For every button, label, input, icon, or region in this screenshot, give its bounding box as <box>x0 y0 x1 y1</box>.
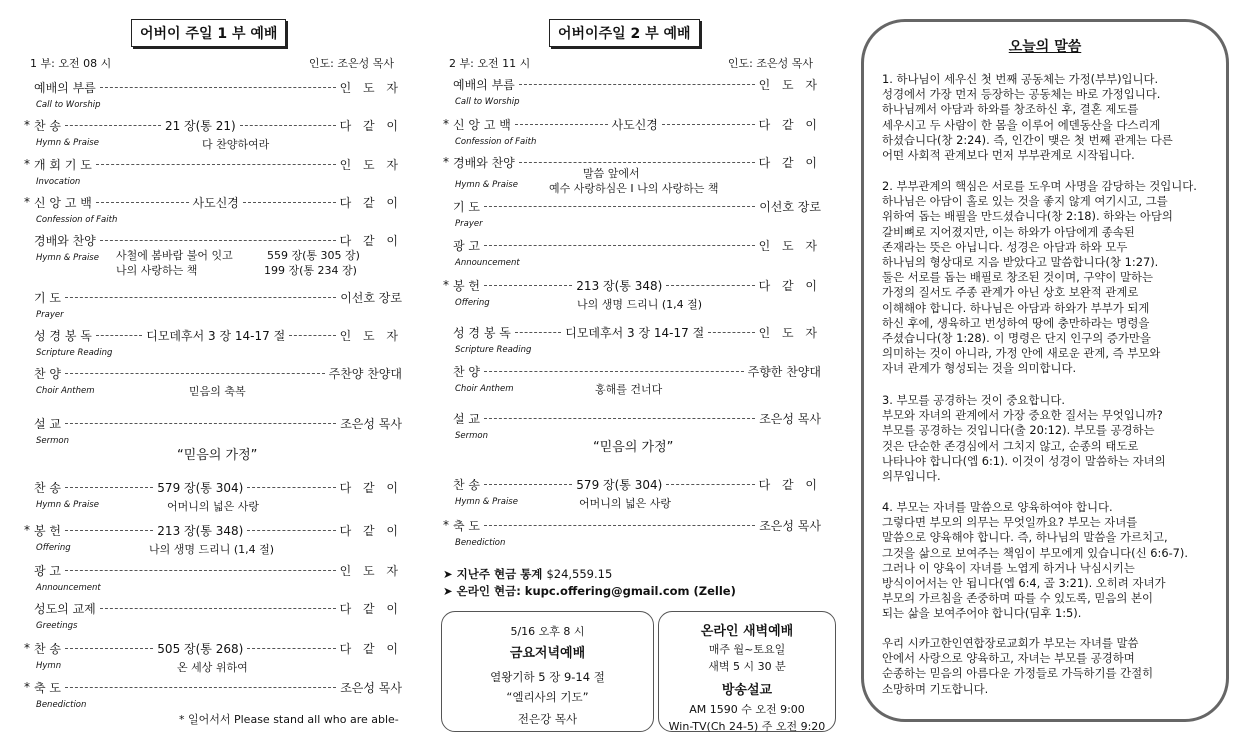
order-item-name: 광 고 <box>453 238 480 253</box>
order-item-detail: 579 장(통 304) <box>157 480 244 495</box>
service2-order-item <box>443 276 821 316</box>
dashed-leader <box>65 373 325 374</box>
dashed-leader <box>484 206 755 207</box>
word-line: 둘은 서로를 돕는 배필로 창조된 것이며, 구약이 말하는 <box>882 270 1154 285</box>
order-item-subtitle: “믿음의 가정” <box>593 440 674 455</box>
dashed-leader <box>484 371 744 372</box>
order-item-leader: 다 같 이 <box>339 641 402 656</box>
dashed-leader <box>247 648 335 649</box>
order-item-detail: 사도신경 <box>611 117 658 132</box>
word-line: 하신 후에, 생육하고 번성하여 땅에 충만하라는 명령을 <box>882 315 1150 330</box>
order-item-leader: 인 도 자 <box>758 238 821 253</box>
order-item-english: Scripture Reading <box>36 348 113 358</box>
word-line: 자녀 관계가 형성되는 것을 의미합니다. <box>882 361 1077 376</box>
dashed-leader <box>519 84 755 85</box>
order-item-english: Invocation <box>36 177 81 187</box>
order-item-english: Scripture Reading <box>455 345 532 355</box>
evening-text: 열왕기하 5 장 9-14 절 <box>490 670 605 684</box>
service1-order-line <box>24 155 402 173</box>
service1-order-line <box>24 364 402 382</box>
word-line: 우리 시카고한인연합장로교회가 부모는 자녀를 말씀 <box>882 636 1139 650</box>
service2-order-line <box>443 516 821 534</box>
word-line: 그러나 이 양육이 자녀를 노엽게 하거나 낙심시키는 <box>882 560 1135 575</box>
dashed-leader <box>662 124 755 125</box>
order-item-name: 경배와 찬양 <box>34 233 96 248</box>
order-item-subtitle: 어머니의 넓은 사랑 <box>579 497 672 510</box>
word-line: 하나님께서 아담과 하와를 창조하신 후, 결혼 제도를 <box>882 102 1139 117</box>
word-line: 이해해야 합니다. 하나님은 아담과 하와가 부부가 되게 <box>882 300 1150 315</box>
service2-order-line <box>443 115 821 133</box>
service1-column <box>24 0 402 740</box>
order-item-subtitle: 예수 사랑하심은 I 나의 사랑하는 책 <box>549 182 719 195</box>
friday-evening-card <box>441 611 654 732</box>
word-line: 되는 삶을 보여주어야 합니다(딤후 1:5). <box>882 606 1082 621</box>
order-item-detail: 213 장(통 348) <box>157 523 244 538</box>
order-item-subtitle: 사철에 봄바람 불어 잇고 <box>116 249 233 262</box>
word-line: 성경에서 가장 먼저 등장하는 공동체는 바로 가정입니다. <box>882 87 1161 102</box>
word-line: 존재라는 뜻은 아닙니다. 성경은 아담과 하와 모두 <box>882 239 1128 254</box>
order-item-english: Offering <box>455 298 490 308</box>
evening-title: 금요저녁예배 <box>509 646 586 661</box>
word-line: 안에서 사랑으로 양육하고, 자녀는 부모를 공경하며 <box>882 651 1135 666</box>
stand-marker: * <box>443 518 449 532</box>
dashed-leader <box>515 124 608 125</box>
stand-marker: * <box>24 523 30 537</box>
order-item-name: 찬 송 <box>34 641 61 656</box>
service1-order-line <box>24 561 402 579</box>
order-item-english: Choir Anthem <box>36 386 95 396</box>
service2-time: 2 부: 오전 11 시 <box>449 57 531 70</box>
order-item-english: Hymn & Praise <box>455 180 518 190</box>
order-item-detail: 디모데후서 3 장 14-17 절 <box>565 325 705 340</box>
order-item-subtitle: 다 찬양하여라 <box>202 138 270 151</box>
order-item-leader: 다 같 이 <box>758 117 821 132</box>
dashed-leader <box>65 423 336 424</box>
order-item-english: Hymn & Praise <box>36 253 99 263</box>
order-item-leader: 다 같 이 <box>758 477 821 492</box>
order-item-english: Benediction <box>36 700 87 710</box>
word-paragraph-2 <box>882 179 1210 377</box>
service1-order-item <box>24 599 402 639</box>
online-offering: ➤ 온라인 현금: kupc.offering@gmail.com (Zelle) <box>443 584 736 598</box>
order-item-name: 예배의 부름 <box>453 77 515 92</box>
order-item-leader: 조은성 목사 <box>759 411 821 426</box>
order-item-name: 개 회 기 도 <box>34 157 92 172</box>
order-item-english: Confession of Faith <box>36 215 118 225</box>
word-line: 소망하며 기도합니다. <box>882 681 989 696</box>
service1-order-item <box>24 288 402 328</box>
service2-order-item <box>443 197 821 237</box>
order-item-name: 기 도 <box>34 290 61 305</box>
order-item-subtitle: 말씀 앞에서 <box>583 167 640 180</box>
broadcast-title: 방송설교 <box>721 683 773 698</box>
dashed-leader <box>247 530 335 531</box>
word-line: 것은 단순한 존경심에서 그치지 않고, 순종의 태도로 <box>882 438 1139 453</box>
word-paragraph-5 <box>882 636 1210 697</box>
word-line: 1. 하나님이 세우신 첫 번째 공동체는 가정(부부)입니다. <box>882 72 1159 86</box>
dashed-leader <box>708 332 754 333</box>
order-item-english: Choir Anthem <box>455 384 514 394</box>
evening-sermon: “엘리사의 기도” <box>506 690 589 704</box>
online-dawn-card <box>658 611 836 732</box>
order-item-leader: 인 도 자 <box>339 328 403 343</box>
order-item-subtitle: 나의 생명 드리니 (1,4 절) <box>149 543 275 556</box>
service2-order-item <box>443 236 821 276</box>
order-item-subtitle: “믿음의 가정” <box>177 448 258 463</box>
dashed-leader <box>65 297 336 298</box>
order-item-leader: 다 같 이 <box>339 118 402 133</box>
order-item-subtitle: 온 세상 위하여 <box>177 661 248 674</box>
order-item-english: Prayer <box>36 310 64 320</box>
order-item-english: Announcement <box>455 258 520 268</box>
service1-order-line <box>24 78 402 96</box>
stand-marker: * <box>24 641 30 655</box>
dashed-leader <box>65 487 153 488</box>
service1-order-line <box>24 599 402 617</box>
dashed-leader <box>100 87 336 88</box>
order-item-leader: 다 같 이 <box>758 155 821 170</box>
service1-order-item <box>24 231 402 277</box>
service2-order-item <box>443 75 821 115</box>
order-item-subtitle: 나의 생명 드리니 (1,4 절) <box>577 298 703 311</box>
service1-order-line <box>24 116 402 134</box>
service1-time: 1 부: 오전 08 시 <box>30 57 112 70</box>
todays-word-panel <box>861 19 1229 722</box>
stand-marker: * <box>24 118 30 132</box>
order-item-english: Sermon <box>455 431 488 441</box>
order-item-english: Benediction <box>455 538 506 548</box>
service1-order-item <box>24 414 402 463</box>
service1-order-item <box>24 78 402 118</box>
word-line: 2. 부부관계의 핵심은 서로를 도우며 사명을 감당하는 것입니다. <box>882 179 1197 193</box>
order-item-detail: 213 장(통 348) <box>576 278 663 293</box>
order-item-leader: 인 도 자 <box>758 325 822 340</box>
service1-order-item <box>24 155 402 195</box>
order-item-english: Confession of Faith <box>455 137 537 147</box>
order-item-name: 설 교 <box>34 416 61 431</box>
order-item-name: 찬 송 <box>34 480 61 495</box>
order-item-subtitle: 나의 사랑하는 책 <box>116 264 198 277</box>
order-item-leader: 조은성 목사 <box>759 518 821 533</box>
word-line: 나타나야 합니다(엡 6:1). 이것이 성경이 말씀하는 자녀의 <box>882 453 1166 468</box>
word-line: 갈비뼈로 지어졌지만, 이는 하와가 아담에게 종속된 <box>882 224 1135 239</box>
service2-order-item <box>443 516 821 556</box>
order-item-name: 성 경 봉 독 <box>453 325 511 340</box>
service1-order-item <box>24 561 402 601</box>
order-item-english: Greetings <box>36 621 78 631</box>
order-item-name: 축 도 <box>453 518 480 533</box>
order-item-leader: 인 도 자 <box>758 77 821 92</box>
service1-title: 어버이 주일 1 부 예배 <box>131 19 286 47</box>
service1-order-line <box>24 288 402 306</box>
word-line: 어떤 사회적 관계보다 먼저 부부관계로 시작됩니다. <box>882 148 1135 163</box>
order-item-detail: 505 장(통 268) <box>157 641 244 656</box>
order-item-english: Hymn <box>36 661 62 671</box>
service2-order-item <box>443 323 821 363</box>
order-item-english: Call to Worship <box>36 100 101 110</box>
word-line: 순종하는 믿음의 아름다운 가정들로 가득하기를 간절히 <box>882 666 1154 681</box>
order-item-english: Hymn & Praise <box>36 500 99 510</box>
order-item-name: 봉 헌 <box>453 278 480 293</box>
word-line: 4. 부모는 자녀를 말씀으로 양육하여야 합니다. <box>882 500 1113 514</box>
word-line: 부모의 가르침을 존중하며 따를 수 있도록, 믿음의 본이 <box>882 591 1154 606</box>
offering-stats-label: ➤ 지난주 현금 통계 <box>443 567 543 581</box>
dashed-leader <box>96 164 336 165</box>
service2-order-line <box>443 475 821 493</box>
word-line: 3. 부모를 공경하는 것이 중요합니다. <box>882 393 1066 407</box>
service2-order-item <box>443 362 821 402</box>
stand-marker: * <box>24 195 30 209</box>
service1-order-item <box>24 116 402 156</box>
order-item-name: 예배의 부름 <box>34 80 96 95</box>
order-item-english: Hymn & Praise <box>455 497 518 507</box>
service1-order-line <box>24 639 402 657</box>
word-line: 주셨습니다(창 1:28). 이 명령은 단지 인구의 증가만을 <box>882 331 1151 346</box>
order-item-name: 신 앙 고 백 <box>34 195 92 210</box>
stand-marker: * <box>443 117 449 131</box>
order-item-subtitle: 어머니의 넓은 사랑 <box>167 500 260 513</box>
order-item-detail: 21 장(통 21) <box>164 118 236 133</box>
offering-stats <box>443 566 612 582</box>
word-paragraph-3 <box>882 393 1210 484</box>
dashed-leader <box>65 530 153 531</box>
dashed-leader <box>65 648 153 649</box>
word-line: 부모와 자녀의 관계에서 가장 중요한 질서는 무엇입니까? <box>882 408 1163 423</box>
order-item-name: 봉 헌 <box>34 523 61 538</box>
service2-order-item <box>443 115 821 155</box>
order-item-name: 성도의 교제 <box>34 601 96 616</box>
dashed-leader <box>96 335 142 336</box>
dashed-leader <box>289 335 335 336</box>
evening-preacher: 전은강 목사 <box>517 712 578 726</box>
service2-order-item <box>443 409 821 455</box>
word-line: 방식이어서는 안 됩니다(엡 6:4, 골 3:21). 오히려 자녀가 <box>882 576 1166 591</box>
order-item-detail: 사도신경 <box>192 195 239 210</box>
order-item-english: Prayer <box>455 219 483 229</box>
order-item-name: 찬 송 <box>34 118 61 133</box>
order-item-leader: 인 도 자 <box>339 80 402 95</box>
order-item-leader: 주향한 찬양대 <box>747 364 821 379</box>
order-item-name: 신 앙 고 백 <box>453 117 511 132</box>
word-line: 말씀으로 양육해야 합니다. 즉, 하나님의 말씀을 가르치고, <box>882 530 1168 545</box>
order-item-english: Call to Worship <box>455 97 520 107</box>
dashed-leader <box>484 484 572 485</box>
dashed-leader <box>484 418 755 419</box>
order-item-leader: 인 도 자 <box>339 563 402 578</box>
dashed-leader <box>666 484 754 485</box>
service1-order-item <box>24 521 402 561</box>
service2-title: 어버이주일 2 부 예배 <box>549 19 700 47</box>
todays-word-title: 오늘의 말씀 <box>1008 39 1082 55</box>
stand-marker: * <box>443 278 449 292</box>
order-item-leader: 조은성 목사 <box>340 680 402 695</box>
order-item-leader: 주찬양 찬양대 <box>328 366 402 381</box>
service2-order-item <box>443 153 821 193</box>
dashed-leader <box>100 608 336 609</box>
broadcast-tv: Win-TV(Ch 24-5) 주 오전 9:20 <box>668 720 826 733</box>
order-item-english: Hymn & Praise <box>36 138 99 148</box>
order-item-subtitle: 홍해를 건너다 <box>595 383 663 396</box>
dawn-title: 온라인 새벽예배 <box>700 624 794 639</box>
word-line: 의무입니다. <box>882 469 941 484</box>
word-line: 하나님의 형상대로 지음 받았다고 말씀합니다(창 1:27). <box>882 255 1159 270</box>
dashed-leader <box>100 240 336 241</box>
word-paragraph-1 <box>882 72 1210 163</box>
order-item-leader: 이선호 장로 <box>340 290 402 305</box>
service1-order-item <box>24 364 402 404</box>
order-item-subtitle: 199 장(통 234 장) <box>264 264 357 277</box>
service1-order-item <box>24 478 402 518</box>
service1-order-line <box>24 521 402 539</box>
word-line: 세우시고 두 사람이 한 몸을 이루어 에덴동산을 다스리게 <box>882 117 1161 132</box>
word-line: 하나님은 아담이 홀로 있는 것을 좋지 않게 여기시고, 그를 <box>882 194 1168 209</box>
word-line: 의미하는 것이 아니라, 가정 안에 새로운 관계, 즉 부모와 <box>882 346 1161 361</box>
dashed-leader <box>247 487 335 488</box>
evening-date: 5/16 오후 8 시 <box>510 625 585 638</box>
dashed-leader <box>243 202 336 203</box>
order-item-name: 찬 양 <box>34 366 61 381</box>
order-item-leader: 다 같 이 <box>339 601 402 616</box>
order-item-name: 설 교 <box>453 411 480 426</box>
order-item-name: 경배와 찬양 <box>453 155 515 170</box>
service1-order-item <box>24 639 402 679</box>
order-item-detail: 579 장(통 304) <box>576 477 663 492</box>
order-item-english: Announcement <box>36 583 101 593</box>
service2-order-line <box>443 236 821 254</box>
service2-order-item <box>443 475 821 515</box>
dashed-leader <box>65 687 336 688</box>
order-item-subtitle: 559 장(통 305 장) <box>267 249 360 262</box>
service2-order-line <box>443 362 821 380</box>
order-item-name: 축 도 <box>34 680 61 695</box>
service2-order-line <box>443 197 821 215</box>
dashed-leader <box>666 285 754 286</box>
dashed-leader <box>484 525 755 526</box>
order-item-leader: 다 같 이 <box>758 278 821 293</box>
stand-marker: * <box>443 155 449 169</box>
word-line: 가정의 질서도 주종 관계가 아닌 상호 보완적 관계로 <box>882 285 1139 300</box>
dawn-time: 새벽 5 시 30 분 <box>708 660 786 673</box>
word-line: 그렇다면 부모의 의무는 무엇일까요? 부모는 자녀를 <box>882 515 1138 530</box>
stand-note: * 일어서서 Please stand all who are able- <box>179 713 399 726</box>
order-item-leader: 다 같 이 <box>339 195 402 210</box>
order-item-detail: 디모데후서 3 장 14-17 절 <box>146 328 286 343</box>
service1-order-line <box>24 326 402 344</box>
dawn-days: 매주 월~토요일 <box>708 643 786 656</box>
order-item-leader: 다 같 이 <box>339 480 402 495</box>
order-item-leader: 다 같 이 <box>339 523 402 538</box>
dashed-leader <box>519 162 755 163</box>
stand-marker: * <box>24 157 30 171</box>
dashed-leader <box>484 285 572 286</box>
service2-leader: 인도: 조은성 목사 <box>727 57 813 70</box>
service1-order-line <box>24 193 402 211</box>
word-line: 부모를 공경하는 것입니다(출 20:12). 부모를 공경하는 <box>882 423 1155 438</box>
order-item-english: Offering <box>36 543 71 553</box>
dashed-leader <box>515 332 561 333</box>
service1-order-line <box>24 678 402 696</box>
dashed-leader <box>96 202 189 203</box>
order-item-leader: 인 도 자 <box>339 157 402 172</box>
order-item-name: 찬 양 <box>453 364 480 379</box>
broadcast-am: AM 1590 수 오전 9:00 <box>689 703 805 716</box>
order-item-name: 성 경 봉 독 <box>34 328 92 343</box>
service1-leader: 인도: 조은성 목사 <box>308 57 394 70</box>
order-item-name: 기 도 <box>453 199 480 214</box>
service2-order-line <box>443 75 821 93</box>
dashed-leader <box>484 245 755 246</box>
dashed-leader <box>65 570 336 571</box>
service2-order-line <box>443 409 821 427</box>
service1-order-line <box>24 478 402 496</box>
dashed-leader <box>65 125 161 126</box>
offering-stats-value: $24,559.15 <box>546 567 613 581</box>
service1-order-item <box>24 193 402 233</box>
order-item-name: 광 고 <box>34 563 61 578</box>
service2-order-line <box>443 323 821 341</box>
word-line: 위하여 돕는 배필을 만드셨습니다(창 2:18). 하와는 아담의 <box>882 209 1173 224</box>
service1-order-line <box>24 414 402 432</box>
order-item-leader: 이선호 장로 <box>759 199 821 214</box>
order-item-leader: 조은성 목사 <box>340 416 402 431</box>
order-item-english: Sermon <box>36 436 69 446</box>
order-item-name: 찬 송 <box>453 477 480 492</box>
dashed-leader <box>240 125 336 126</box>
order-item-leader: 다 같 이 <box>339 233 402 248</box>
stand-marker: * <box>24 680 30 694</box>
service1-order-item <box>24 326 402 366</box>
word-paragraph-4 <box>882 500 1210 622</box>
word-line: 그것을 삶으로 보여주는 책임이 부모에게 있습니다(신 6:6-7). <box>882 545 1188 560</box>
service2-order-line <box>443 276 821 294</box>
order-item-subtitle: 믿음의 축복 <box>189 385 246 398</box>
word-line: 하셨습니다(창 2:24). 즉, 인간이 맺은 첫 번째 관계는 다른 <box>882 132 1173 147</box>
